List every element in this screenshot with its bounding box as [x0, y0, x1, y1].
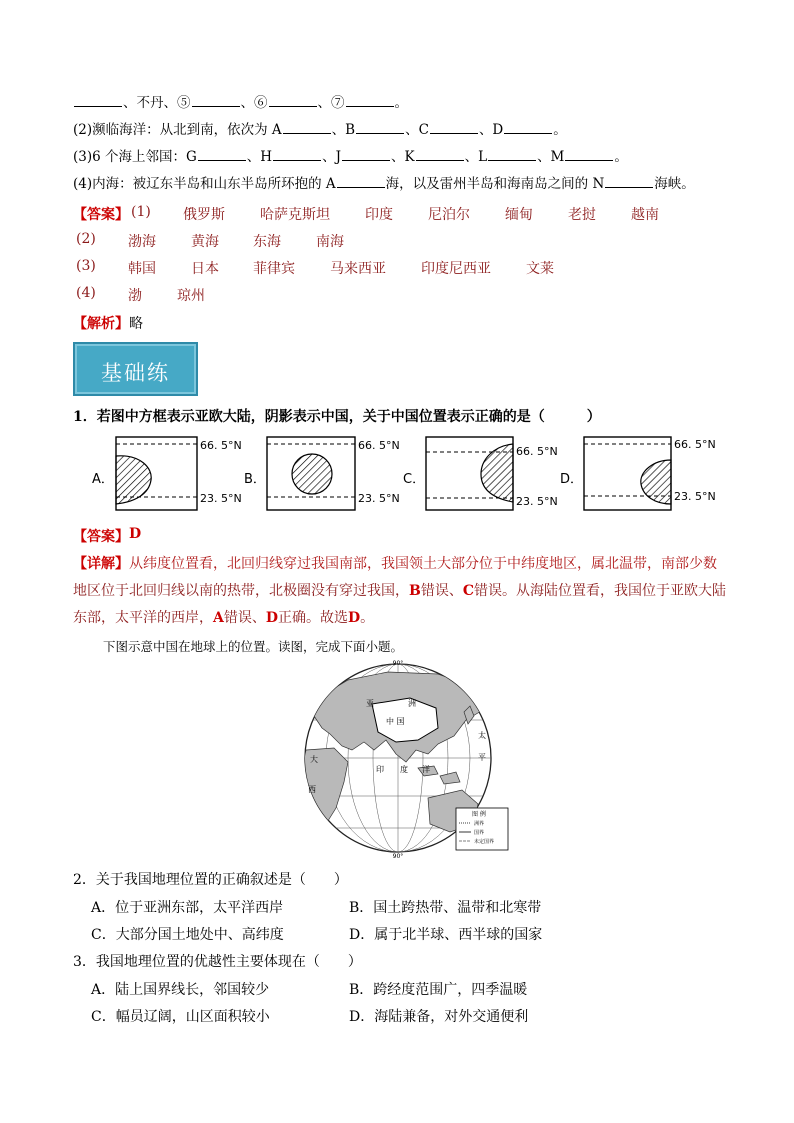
answer-num: (4) — [76, 285, 96, 301]
answer-item: 南海 — [316, 234, 344, 250]
detail-text: 正确。故选 — [278, 610, 349, 626]
q3-option-b[interactable]: B．跨经度范围广，四季温暖 — [349, 982, 528, 998]
blank — [192, 94, 240, 107]
lbl-india-a: 印 — [376, 765, 384, 774]
blank — [565, 148, 613, 161]
q2-stem: 2．关于我国地理位置的正确叙述是（ ） — [73, 872, 348, 888]
lbl-india-c: 洋 — [422, 765, 430, 774]
legend-title: 图 例 — [472, 811, 486, 818]
q1-detail-line-1 — [73, 553, 717, 573]
answer-item: 缅甸 — [505, 207, 533, 223]
detail-letter: A — [213, 610, 224, 626]
answer-item: 日本 — [191, 261, 219, 277]
detail-letter: B — [409, 583, 421, 599]
detail-label: 【详解】 — [73, 556, 129, 572]
answer-item: 越南 — [631, 207, 659, 223]
lbl-90n: 90° — [392, 660, 404, 667]
analysis-label: 【解析】 — [73, 316, 129, 332]
blank — [273, 148, 321, 161]
blank — [337, 175, 385, 188]
text: 海，以及雷州半岛和海南岛之间的 N — [385, 176, 605, 192]
answer-item: 韩国 — [128, 261, 156, 277]
lat-label-top: 66. 5°N — [516, 445, 558, 458]
lbl-asia-b: 洲 — [408, 699, 416, 708]
blank — [488, 148, 536, 161]
option-d-figure — [583, 436, 723, 514]
q3-option-d[interactable]: D．海陆兼备，对外交通便利 — [349, 1009, 529, 1025]
text: 、L — [464, 149, 488, 165]
option-b-label: B． — [244, 472, 266, 487]
legend-item: 未定国界 — [474, 839, 495, 845]
lat-label-bottom: 23. 5°N — [200, 492, 242, 505]
text: 、K — [391, 149, 415, 165]
detail-text: 东部，太平洋的西岸， — [73, 610, 213, 626]
q2-option-c[interactable]: C．大部分国土地处中、高纬度 — [91, 927, 284, 943]
legend-item: 国界 — [474, 830, 485, 836]
q1-stem: 1．若图中方框表示亚欧大陆，阴影表示中国，关于中国位置表示正确的是（ ） — [73, 409, 601, 425]
answer-item: 菲律宾 — [253, 261, 295, 277]
section-title: 基础练 — [101, 361, 170, 385]
lat-label-top: 66. 5°N — [674, 438, 716, 451]
detail-letter: C — [462, 583, 474, 599]
text: 、M — [537, 149, 565, 165]
analysis-text: 略 — [129, 316, 143, 332]
lbl-india-b: 度 — [400, 765, 408, 774]
answer-item: 文莱 — [526, 261, 554, 277]
lbl-big: 大 — [310, 755, 318, 764]
answer-item: 渤海 — [128, 234, 156, 250]
detail-text: 。 — [360, 610, 375, 626]
text: 、D — [478, 122, 504, 138]
text: (3)6 个海上邻国：G — [73, 149, 197, 165]
option-a-label: A． — [92, 472, 114, 487]
detail-letter: D — [348, 610, 361, 626]
text: 海峡。 — [654, 176, 695, 192]
lbl-90s: 90° — [392, 853, 404, 860]
option-c-figure — [425, 436, 570, 514]
blank — [356, 121, 404, 134]
globe-map — [278, 658, 518, 860]
q3-stem: 3．我国地理位置的优越性主要体现在（ ） — [73, 954, 362, 970]
answer-item: 琼州 — [177, 288, 205, 304]
lat-label-top: 66. 5°N — [358, 439, 400, 452]
answer-item: 尼泊尔 — [428, 207, 470, 223]
q3-option-a[interactable]: A．陆上国界线长，邻国较少 — [91, 982, 270, 998]
text: 、C — [405, 122, 429, 138]
answer-item: 俄罗斯 — [183, 207, 225, 223]
q1-detail-line-3 — [73, 607, 374, 627]
q2-option-b[interactable]: B．国土跨热带、温带和北寒带 — [349, 900, 542, 916]
text: (4)内海：被辽东半岛和山东半岛所环抱的 A — [73, 176, 336, 192]
text: 。 — [394, 95, 408, 111]
blank — [74, 94, 122, 107]
lbl-pacific-a: 太 — [478, 731, 486, 740]
detail-text: 错误、 — [420, 583, 463, 599]
text: 、B — [331, 122, 356, 138]
blank — [283, 121, 331, 134]
option-b-figure — [266, 436, 411, 514]
answer-label: 【答案】 — [73, 529, 129, 545]
answer-item: 渤 — [128, 288, 142, 304]
blank — [504, 121, 552, 134]
lat-label-bottom: 23. 5°N — [516, 495, 558, 508]
answer-num: (3) — [76, 258, 96, 274]
q3-option-c[interactable]: C．幅员辽阔，山区面积较小 — [91, 1009, 270, 1025]
blank — [198, 148, 246, 161]
detail-text: 从纬度位置看，北回归线穿过我国南部，我国领土大部分位于中纬度地区，属北温带，南部少数 — [129, 556, 717, 572]
lat-label-bottom: 23. 5°N — [358, 492, 400, 505]
answer-item: 印度尼西亚 — [421, 261, 491, 277]
text: 。 — [553, 122, 567, 138]
intro-line-4 — [73, 175, 695, 193]
legend-item: 洲界 — [474, 821, 485, 827]
answer-item: 老挝 — [568, 207, 596, 223]
text: (2)濒临海洋：从北到南，依次为 A — [73, 122, 282, 138]
q2-option-d[interactable]: D．属于北半球、西半球的国家 — [349, 927, 543, 943]
answer-num: (1) — [131, 204, 151, 220]
lat-label-bottom: 23. 5°N — [674, 490, 716, 503]
option-c-label: C． — [403, 472, 426, 487]
text: 、⑥ — [240, 95, 268, 111]
blank — [346, 94, 394, 107]
text: 、J — [322, 149, 341, 165]
text: 、不丹、⑤ — [123, 95, 191, 111]
blank — [416, 148, 464, 161]
intro-line-2 — [73, 121, 567, 139]
blank — [342, 148, 390, 161]
lat-label-top: 66. 5°N — [200, 439, 242, 452]
answer-label: 【答案】 — [73, 207, 129, 223]
detail-text: 错误。从海陆位置看，我国位于亚欧大陆 — [474, 583, 726, 599]
intro-line-1 — [73, 94, 408, 112]
answer-item: 东海 — [253, 234, 281, 250]
blank — [430, 121, 478, 134]
answer-item: 黄海 — [191, 234, 219, 250]
blank — [269, 94, 317, 107]
detail-letter: D — [265, 610, 279, 626]
option-a-figure — [115, 436, 245, 514]
detail-text: 错误、 — [223, 610, 266, 626]
q2-option-a[interactable]: A．位于亚洲东部，太平洋西岸 — [91, 900, 284, 916]
text: 、⑦ — [317, 95, 345, 111]
q1-detail-line-2 — [73, 580, 726, 600]
option-d-label: D． — [560, 472, 584, 487]
lbl-asia-a: 亚 — [366, 699, 374, 708]
answer-value: D — [129, 526, 142, 542]
answer-item: 哈萨克斯坦 — [260, 207, 330, 223]
lbl-west: 西 — [308, 785, 316, 794]
intro-line-3 — [73, 148, 628, 166]
lbl-pacific-b: 平 — [478, 753, 486, 762]
section-banner — [73, 342, 198, 396]
text: 。 — [614, 149, 628, 165]
blank — [605, 175, 653, 188]
lbl-china: 中 国 — [386, 717, 405, 726]
map-intro-note: 下图示意中国在地球上的位置。读图，完成下面小题。 — [103, 639, 404, 654]
answer-item: 印度 — [365, 207, 393, 223]
text: 、H — [246, 149, 273, 165]
answer-item: 马来西亚 — [330, 261, 386, 277]
detail-text: 地区位于北回归线以南的热带，北极圈没有穿过我国， — [73, 583, 409, 599]
answer-num: (2) — [76, 231, 96, 247]
